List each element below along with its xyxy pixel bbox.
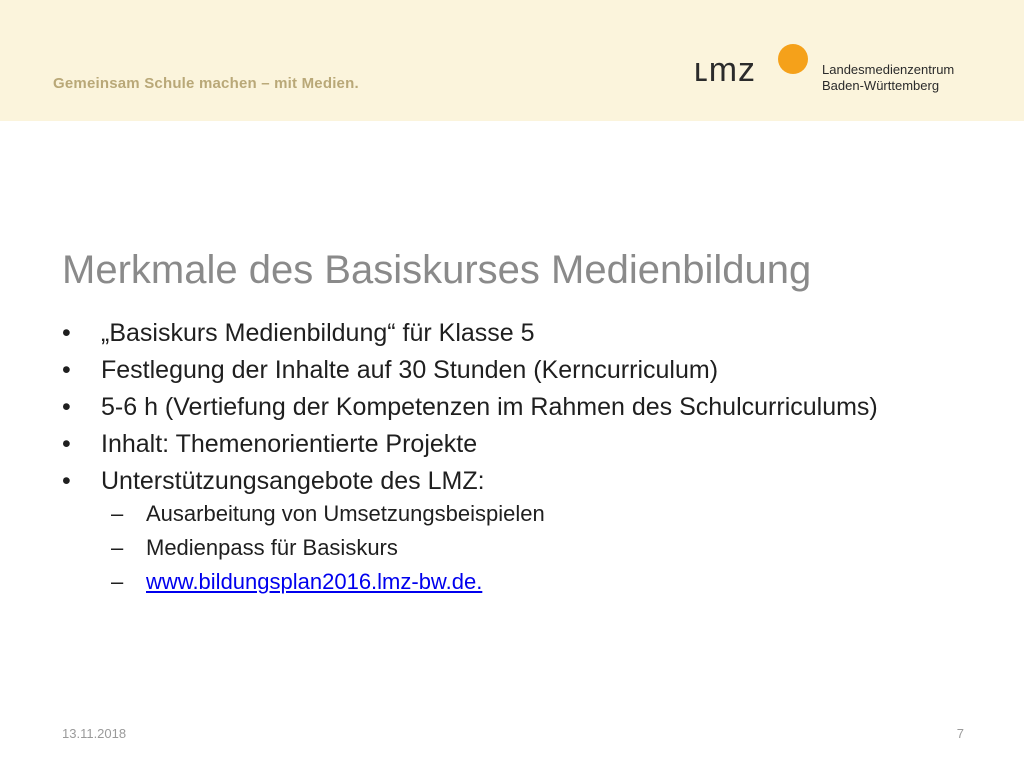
- lmz-logo: [694, 42, 984, 102]
- bullet-item: [62, 357, 962, 384]
- footer-date: 13.11.2018: [62, 726, 127, 741]
- sub-bullet-item: [101, 501, 962, 527]
- sub-bullet-item: [101, 569, 962, 595]
- logo-org-line2: Baden-Württemberg: [822, 78, 940, 93]
- bullet-text: „Basiskurs Medienbildung“ für Klasse 5: [101, 319, 535, 347]
- bullet-text: Unterstützungsangebote des LMZ:: [101, 467, 485, 495]
- logo-org-line1: Landesmedienzentrum: [822, 62, 955, 77]
- bullet-item: [62, 394, 962, 421]
- sub-bullet-text: Medienpass für Basiskurs: [146, 535, 398, 560]
- sub-bullet-item: [101, 535, 962, 561]
- logo-wordmark: ʟmz: [694, 51, 757, 89]
- bildungsplan-link[interactable]: www.bildungsplan2016.lmz-bw.de.: [146, 569, 483, 594]
- sub-bullet-list: [101, 501, 962, 595]
- bullet-text: Festlegung der Inhalte auf 30 Stunden (Kerncurriculum): [101, 356, 719, 384]
- slide-title: Merkmale des Basiskurses Medienbildung: [62, 247, 812, 292]
- bullet-item: [62, 431, 962, 458]
- sub-bullet-text: Ausarbeitung von Umsetzungsbeispielen: [146, 501, 545, 526]
- bullet-item: [62, 320, 962, 347]
- logo-dot-icon: [778, 44, 808, 74]
- page-number: 7: [956, 726, 964, 741]
- bullet-list: [62, 320, 962, 605]
- header-tagline: Gemeinsam Schule machen – mit Medien.: [53, 75, 359, 92]
- logo-org-name: [822, 62, 954, 94]
- bullet-text: 5-6 h (Vertiefung der Kompetenzen im Rahmen des Schulcurriculums): [101, 393, 878, 421]
- bullet-text: Inhalt: Themenorientierte Projekte: [101, 430, 478, 458]
- bullet-item: [62, 468, 962, 595]
